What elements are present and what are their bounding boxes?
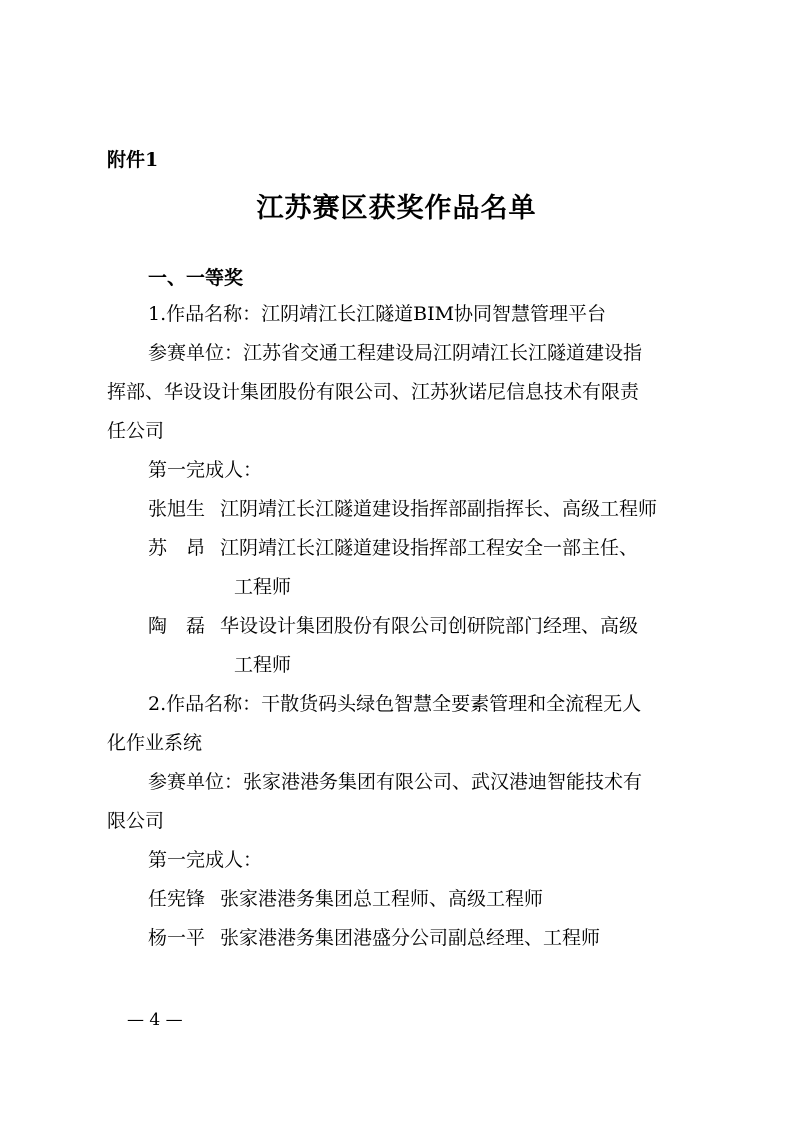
page-number: — 4 — [127, 1010, 183, 1030]
section-heading: 一、一等奖 [148, 267, 244, 289]
entry1-unit-line2: 挥部、华设设计集团股份有限公司、江苏狄诺尼信息技术有限责 [107, 381, 640, 403]
entry2-people-label: 第一完成人： [148, 849, 263, 871]
entry2-unit-line1: 参赛单位：张家港港务集团有限公司、武汉港迪智能技术有 [148, 771, 643, 793]
entry2-unit-line2: 限公司 [107, 810, 165, 832]
entry1-person-row [148, 614, 638, 638]
entry1-people-label: 第一完成人： [148, 459, 263, 481]
entry2-work-title-line2: 化作业系统 [107, 732, 203, 754]
person-name: 陶 磊 [148, 615, 206, 637]
entry1-unit-line1: 参赛单位：江苏省交通工程建设局江阴靖江长江隧道建设指 [148, 342, 643, 364]
person-name: 张旭生 [148, 498, 206, 520]
person-role-continuation: 工程师 [234, 654, 292, 676]
entry2-person-row [148, 926, 600, 950]
person-role: 张家港港务集团总工程师、高级工程师 [220, 888, 544, 910]
entry2-person-row [148, 887, 543, 911]
entry1-unit-line3: 任公司 [107, 420, 165, 442]
person-name: 苏 昂 [148, 537, 206, 559]
person-name: 任宪锋 [148, 888, 206, 910]
entry1-person-row [148, 536, 638, 560]
annex-label: 附件1 [107, 149, 159, 171]
entry2-work-title: 2.作品名称：干散货码头绿色智慧全要素管理和全流程无人 [148, 693, 642, 715]
person-name: 杨一平 [148, 927, 206, 949]
person-role: 华设设计集团股份有限公司创研院部门经理、高级 [220, 615, 639, 637]
person-role: 江阴靖江长江隧道建设指挥部副指挥长、高级工程师 [220, 498, 658, 520]
person-role-continuation: 工程师 [234, 576, 292, 598]
entry1-work-title: 1.作品名称：江阴靖江长江隧道BIM协同智慧管理平台 [148, 303, 607, 325]
person-role: 江阴靖江长江隧道建设指挥部工程安全一部主任、 [220, 537, 639, 559]
entry1-person-row [148, 497, 657, 521]
document-title: 江苏赛区获奖作品名单 [256, 193, 537, 224]
person-role: 张家港港务集团港盛分公司副总经理、工程师 [220, 927, 601, 949]
